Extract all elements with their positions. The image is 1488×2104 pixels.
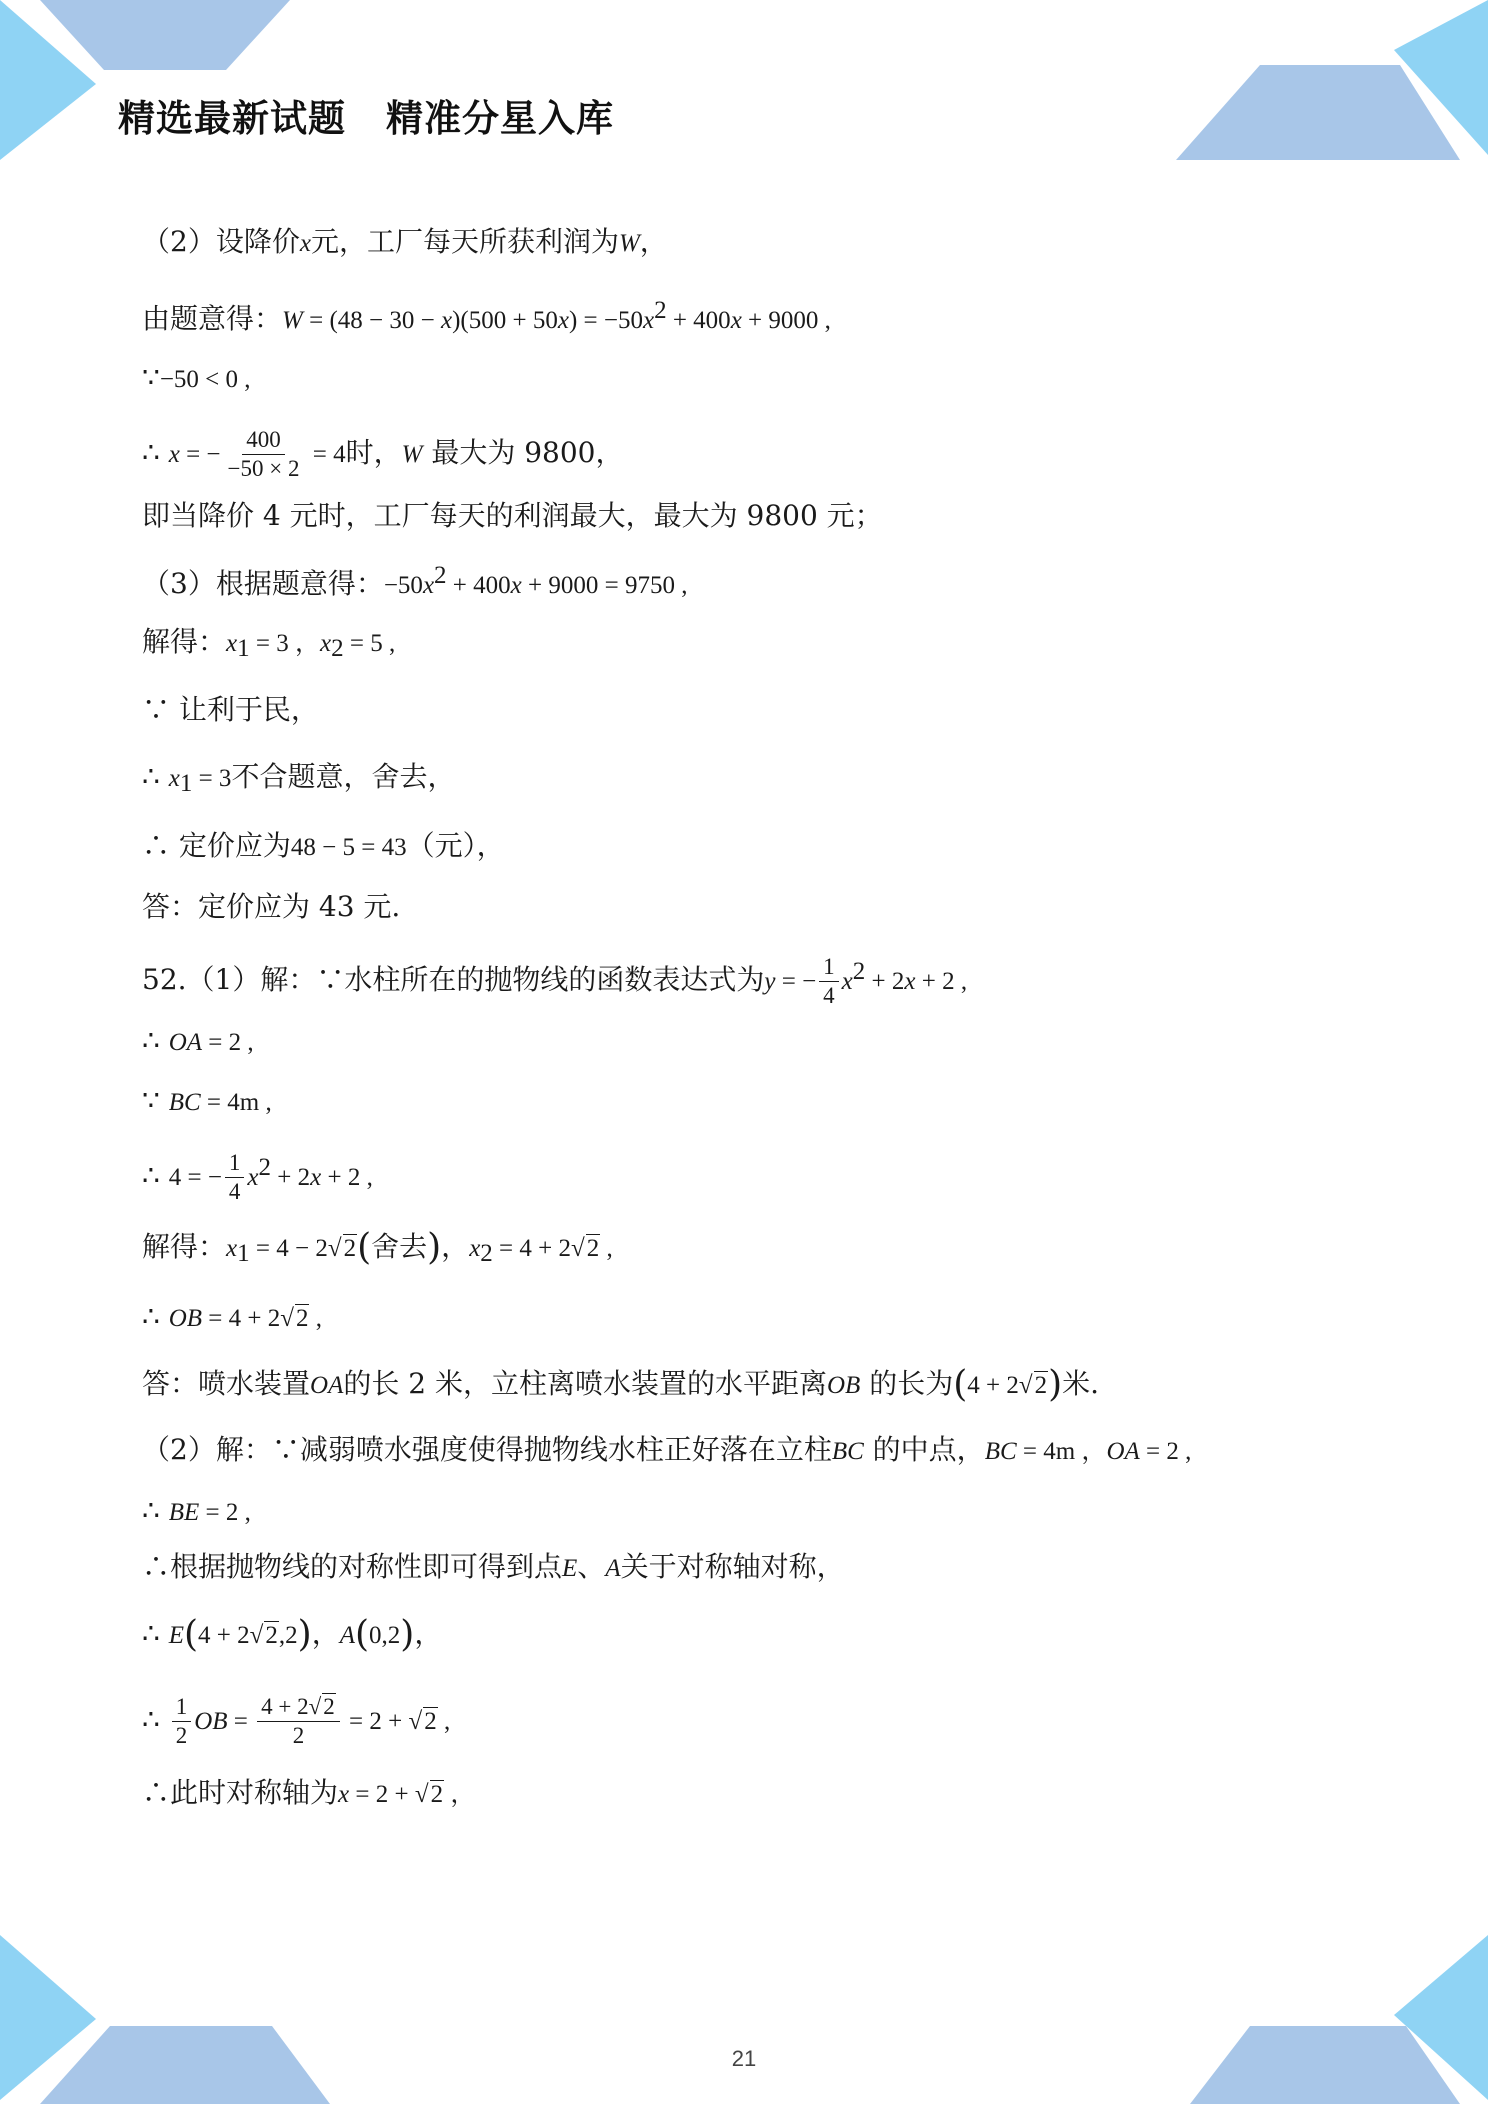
radicand: 2 (343, 1235, 357, 1262)
radicand: 2 (430, 1781, 444, 1808)
text: 元，工厂每天所获利润为 (310, 225, 619, 258)
therefore-symbol: ∴ (142, 760, 169, 793)
math: ， (444, 1781, 476, 1808)
solution-line (142, 1430, 1191, 1472)
var: x (642, 307, 655, 334)
text: 时， (345, 436, 402, 469)
var: W (401, 441, 423, 468)
sqrt: √2 (280, 1305, 309, 1332)
solution-line (142, 1491, 251, 1533)
text: 52.（1）解：∵水柱所在的抛物线的函数表达式为 (142, 963, 765, 996)
paren: ( (184, 1614, 199, 1655)
math: = 2 + (349, 1781, 415, 1808)
solution-line (142, 1297, 322, 1339)
var: x (168, 765, 180, 792)
var: OB (194, 1708, 228, 1735)
var: E (562, 1555, 578, 1582)
solution-line (142, 1148, 373, 1206)
text: ∴ 定价应为 (142, 829, 291, 862)
radicand: 2 (295, 1305, 309, 1332)
var: BC (831, 1438, 864, 1465)
solution-line (142, 1081, 272, 1123)
therefore-symbol: ∴ (142, 1494, 169, 1527)
denominator: 4 (228, 1179, 241, 1204)
text: 不合题意，舍去， (231, 760, 456, 793)
exponent: 2 (852, 958, 866, 985)
therefore-symbol: ∴ (142, 436, 169, 469)
radicand: 2 (586, 1235, 600, 1262)
header-title-2: 精准分星入库 (386, 97, 614, 140)
because-symbol: ∵ (142, 361, 160, 394)
text: 最大为 9800， (422, 436, 624, 469)
text: 由题意得： (142, 302, 283, 335)
math: = 3 ， (249, 630, 320, 657)
var: x (440, 307, 453, 334)
solution-line (142, 952, 967, 1010)
radicand: 2 (1034, 1372, 1048, 1399)
solution-line (142, 1614, 442, 1656)
var: OA (168, 1029, 203, 1056)
math: ,2 (278, 1622, 298, 1649)
trapezoid-top-right (1170, 60, 1470, 162)
radicand: 2 (265, 1622, 278, 1649)
radicand: 2 (424, 1708, 437, 1735)
sqrt: √2 (308, 1694, 335, 1719)
text: 的长为 (860, 1367, 954, 1400)
text: ， (414, 1617, 443, 1650)
paren: ) (400, 1614, 415, 1655)
solution-line (142, 1547, 845, 1589)
math: 0,2 (369, 1622, 401, 1649)
var: OB (826, 1372, 861, 1399)
sqrt: √2 (1018, 1372, 1048, 1399)
var: E (168, 1622, 184, 1649)
page-header (118, 88, 614, 142)
math: = 4 (306, 441, 346, 468)
fraction (225, 1149, 245, 1206)
sqrt: √2 (327, 1235, 357, 1262)
math: )(500 + 50 (452, 307, 558, 334)
text: ， (639, 225, 668, 258)
numerator (257, 1693, 340, 1722)
denominator: −50 × 2 (227, 456, 300, 481)
therefore-symbol: ∴ (142, 1703, 169, 1736)
math: + 400 (666, 307, 731, 334)
math: + 400 (446, 572, 511, 599)
var: x (557, 307, 569, 334)
text: （2）设降价 (142, 225, 300, 258)
var: OA (310, 1372, 344, 1399)
header-title-1: 精选最新试题 (118, 97, 346, 140)
math: = 2 , (199, 1499, 251, 1526)
math: + 2 (271, 1164, 311, 1191)
paren: ) (427, 1227, 442, 1268)
text: 的中点， (863, 1433, 985, 1466)
numerator: 1 (819, 953, 839, 982)
fraction (257, 1693, 340, 1750)
var: OA (1106, 1438, 1140, 1465)
var: W (618, 230, 640, 257)
text: ∴此时对称轴为 (142, 1776, 339, 1809)
subscript: 2 (331, 635, 344, 662)
var: x (226, 630, 238, 657)
solution-line (142, 1227, 613, 1274)
page-number: 21 (731, 2046, 757, 2071)
solution-line (142, 1021, 254, 1063)
solution-line (142, 556, 687, 606)
text: （元）， (406, 829, 505, 862)
paren: ) (297, 1614, 312, 1655)
math: 4 + 2 (261, 1694, 309, 1719)
var: x (247, 1164, 259, 1191)
math: ) = −50 (568, 307, 643, 334)
var: x (168, 441, 180, 468)
math: = 4 + 2 (492, 1235, 571, 1262)
var: x (841, 968, 853, 995)
radicand: 2 (323, 1694, 335, 1719)
text: ， (441, 1230, 470, 1263)
trapezoid-top-left (0, 0, 300, 72)
denominator: 2 (292, 1723, 305, 1748)
var: A (339, 1622, 355, 1649)
sqrt: √2 (571, 1235, 600, 1262)
text: 的长 2 米，立柱离喷水装置的水平距离 (343, 1367, 827, 1400)
subscript: 1 (237, 1240, 250, 1267)
var: A (605, 1555, 621, 1582)
exponent: 2 (654, 297, 667, 324)
math: 4 = − (168, 1164, 222, 1191)
therefore-symbol: ∴ (142, 1159, 169, 1192)
var: x (319, 630, 332, 657)
math: 4 + 2 (198, 1622, 250, 1649)
subscript: 2 (480, 1240, 493, 1267)
text: （2）解：∵减弱喷水强度使得抛物线水柱正好落在立柱 (142, 1433, 832, 1466)
var: y (764, 968, 776, 995)
text: 答：定价应为 43 元. (142, 890, 401, 923)
fraction (224, 426, 304, 483)
paren: ( (357, 1227, 372, 1268)
math: = 4 − 2 (249, 1235, 328, 1262)
var: x (904, 968, 916, 995)
var: x (469, 1235, 481, 1262)
math: = 2 + (342, 1708, 409, 1735)
var: x (310, 1164, 322, 1191)
math: + 2 , (321, 1164, 373, 1191)
text: 关于对称轴对称， (620, 1550, 845, 1583)
text: 答：喷水装置 (142, 1367, 311, 1400)
exponent: 2 (434, 562, 447, 589)
math: + 9000 , (741, 307, 831, 334)
math: = − (775, 968, 817, 995)
math: = 2 , (1139, 1438, 1192, 1465)
math: = (227, 1708, 255, 1735)
math: , (437, 1708, 451, 1735)
math: = − (179, 441, 221, 468)
math: = 4m ， (1016, 1438, 1107, 1465)
therefore-symbol: ∴ (142, 1300, 169, 1333)
denominator: 4 (823, 983, 835, 1008)
math: + 2 , (915, 968, 968, 995)
fraction (172, 1693, 192, 1750)
therefore-symbol: ∴ (142, 1024, 169, 1057)
solution-line (142, 757, 455, 804)
var: OB (168, 1305, 203, 1332)
var: x (510, 572, 522, 599)
solution-line (142, 1364, 1099, 1406)
solution-line (142, 291, 831, 341)
sqrt: √2 (414, 1781, 444, 1808)
text: 米. (1062, 1367, 1100, 1400)
solution-line (142, 1693, 450, 1750)
math: = 5 , (343, 630, 396, 657)
subscript: 1 (179, 770, 193, 797)
var: x (226, 1235, 238, 1262)
text: 解得： (142, 625, 227, 658)
sqrt: √2 (249, 1622, 278, 1649)
var: x (299, 230, 311, 257)
numerator: 1 (172, 1693, 192, 1722)
text: 、 (577, 1550, 606, 1583)
because-symbol: ∵ (142, 1084, 169, 1117)
math: = 3 (192, 765, 232, 792)
math: + 2 (865, 968, 905, 995)
math: + 9000 = 9750 , (521, 572, 688, 599)
math: 48 − 5 = 43 (290, 834, 407, 861)
fraction (819, 953, 839, 1010)
solution-line (142, 426, 624, 483)
math: = (48 − 30 − (302, 307, 441, 334)
math: = 4m , (200, 1089, 272, 1116)
text: （3）根据题意得： (142, 567, 384, 600)
math: −50 < 0 , (159, 366, 251, 393)
numerator: 1 (225, 1149, 245, 1178)
var: BC (168, 1089, 201, 1116)
var: BE (168, 1499, 200, 1526)
solution-line (142, 690, 319, 730)
sqrt: √2 (408, 1708, 437, 1735)
var: BC (984, 1438, 1017, 1465)
math: −50 (383, 572, 423, 599)
paren: ) (1048, 1364, 1063, 1405)
solution-line (142, 826, 505, 868)
solution-line (142, 622, 395, 669)
math: = 4 + 2 (202, 1305, 281, 1332)
therefore-symbol: ∴ (142, 1617, 169, 1650)
solution-line (142, 358, 251, 400)
var: x (338, 1781, 350, 1808)
subscript: 1 (237, 635, 250, 662)
var: x (422, 572, 435, 599)
math: , (309, 1305, 322, 1332)
var: W (282, 307, 303, 334)
denominator: 2 (175, 1723, 188, 1748)
math: 4 + 2 (967, 1372, 1019, 1399)
text: 即当降价 4 元时，工厂每天的利润最大，最大为 9800 元； (142, 499, 883, 532)
solution-line (142, 496, 883, 536)
text: 解得： (142, 1230, 227, 1263)
solution-line (142, 1773, 475, 1815)
math: = 2 , (202, 1029, 254, 1056)
paren: ( (354, 1614, 370, 1655)
text: ， (311, 1617, 340, 1650)
numerator: 400 (242, 426, 285, 455)
paren: ( (953, 1364, 968, 1405)
solution-line (142, 887, 400, 927)
var: x (730, 307, 742, 334)
solution-line (142, 222, 668, 264)
text: ∵ 让利于民， (142, 693, 319, 726)
text: ∴根据抛物线的对称性即可得到点 (142, 1550, 563, 1583)
math: , (600, 1235, 613, 1262)
text: 舍去 (371, 1230, 428, 1263)
exponent: 2 (258, 1154, 272, 1181)
